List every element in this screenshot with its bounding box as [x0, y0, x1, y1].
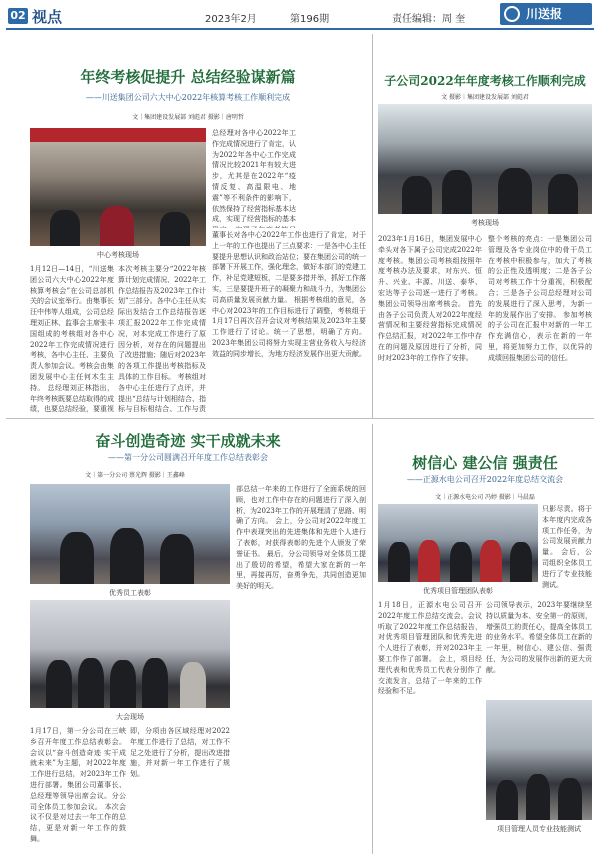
article1-title: 年终考核促提升 总结经验谋新篇: [80, 68, 296, 86]
article3-text-col2: 即，分项由各区域经理对2022年度工作进行了总结，对工作不足之处进行了分析，提出改进措施，并对新一年工作进行了规划。: [130, 727, 230, 779]
article2-text-col2: 整个考核的亮点：一是集团公司管理及各专业岗位中的骨干员工在考核中积极参与，加大了考核的公正性及透明度；二是各子公司对考核工作十分重视，积极配合；三是各子公司总经理对公司的发展进行了深入思考，为新一年的发展作出了安排。 参加考核的子公司在汇报中对新的一年工作充满信心，表示在新的一年里，将更加努力工作，以优异的成绩回报集团公司的信任。: [488, 235, 592, 362]
article4-photo1-caption: 优秀项目管理团队表彰: [423, 587, 493, 595]
article4-text-col1: 1月18日，正源水电公司召开2022年度工作总结交流会。会议听取了2022年度工作总结报告，对优秀项目管理团队和优秀先进个人进行了表彰，并对2023年主要工作作了部署。 会上，项目经理代表和优秀员工代表分别作了交流发言，总结了一年来的工作经验和不足。: [378, 601, 482, 696]
article2-title: 子公司2022年年度考核工作顺利完成: [384, 74, 586, 88]
article2-photo-caption: 考核现场: [471, 219, 499, 227]
article4-photo2-caption: 项目管理人员专业技能测试: [497, 825, 581, 833]
header-rule: [6, 28, 594, 30]
article3-photo1: [30, 484, 230, 584]
article3-title: 奋斗创造奇迹 实干成就未来: [95, 432, 281, 450]
article3-byline: 文｜第一分公司 蔡光辉 摄影｜王鑫峰: [85, 472, 185, 479]
article4-photo1: [378, 504, 538, 582]
article1-byline: 文｜集团建设发展部 刘彪君 摄影｜唐明哲: [132, 114, 244, 121]
article3-photo2-caption: 大会现场: [116, 713, 144, 721]
article3-photo2: [30, 600, 230, 708]
article4-title: 树信心 建公信 强责任: [412, 454, 558, 472]
logo-icon: [504, 6, 520, 22]
section-title: 视点: [32, 8, 63, 26]
section-divider: [6, 418, 594, 419]
article4-text-col2: 只影尽责。将于本年度内完成各项工作任务，为公司发展贡献力量。 会后，公司组织全体员工进行了专业技能测试。: [542, 505, 592, 589]
article3-photo1-caption: 优秀员工表彰: [109, 589, 151, 597]
newspaper-logo: 川送报: [500, 3, 592, 25]
page-number: 02: [8, 8, 28, 24]
column-divider: [372, 34, 373, 418]
article1-photo-caption: 中心考核现场: [97, 251, 139, 259]
article3-subtitle: ——第一分公司圆满召开年度工作总结表彰会: [108, 453, 268, 462]
article2-photo: [378, 104, 592, 214]
article1-text-col3: 总经理对各中心2022年工作完成情况进行了肯定，认为2022年各中心工作完成情况比较2021年有较大进步，尤其是在2022年“疫情反复、高温限电、地震”等不利条件的影响下，依然保持了经营指标基本达成，实现了经营指标的基本: [212, 129, 296, 224]
editor-credit: 责任编辑：周 奎: [392, 14, 466, 25]
article4-text-col3: 公司领导表示，2023年要继续坚持以质量为本、安全第一的原则，增强员工的责任心，提高全体员工的业务水平。希望全体员工在新的一年里，树信心、建公信、强责任，为公司的发展作出新的更大贡献。: [486, 601, 592, 674]
article1-text-col1: 1月12日—14日，“川送集团公司六大中心2022年度核算考核会”在公司总部机关的会议室举行。由集事长汪中伟等人组成，公司总经理刘正林、监事会主席张丰国组成的考核组对各中心2022年工作完成情况进行考核，各中心主任、主要负责人参加会议。考核会由集团发展中心主任何木生主持。 总经理刘正林指出，年终考核既要总结取得的成绩，也要总结经验，要重视: [30, 265, 114, 414]
issue-date: 2023年2月: [205, 14, 257, 25]
article4-photo2: [486, 700, 592, 820]
article4-subtitle: ——正源水电公司召开2022年度总结交流会: [406, 475, 564, 484]
article2-byline: 文 摄影｜集团建设发展部 刘彪君: [441, 94, 529, 101]
column-divider: [372, 424, 373, 854]
article1-photo: [30, 128, 206, 246]
article1-text-col2: 本次考核主要分“2022年核算计划完成情况、2022年工作总结报告及2023年工作计划”三部分。各中心主任从实际出发结合工作总结报告逐项汇报2022年工作完成情况，对本完成工作进行了原因分析，对存在的问题提出了改进措施；随后对2023年的各项工作提出考核指标及具体的工作目标。 考核组对各中心主任进行了点评，并提出“总结与计划相结合、指标与目标相结合、工作与责: [118, 265, 206, 414]
article3-text-col1: 1月17日，第一分公司在三峡乡召开年度工作总结表彰会。会议以“奋斗创造奇迹 实干成就未来”为主题，对2022年度工作进行总结，对2023年工作进行部署。集团公司董事长、总经理等领导出席会议。分公司全体员工参加会议。 本次会议不仅是对过去一年工作的总结，更是对新一年工作的鼓舞。: [30, 727, 126, 843]
article1-subtitle: ——川送集团公司六大中心2022年核算考核工作顺利完成: [85, 93, 291, 102]
issue-number: 第196期: [290, 14, 330, 25]
article1-text-col4: 董事长对各中心2022年工作也进行了肯定，对于上一年的工作也提出了三点要求：一是各中心主任要提升思想认识和政治站位；要在集团公司的统一部署下开展工作，强化理念，做好本部门的党建工作，补足党建短板，二是要多措并举，抓好工作落实，三是要提升班子的凝聚力和战斗力，为集团公司高质量发展贡献力量。 根据考核组的意见，各中心对2023年的工作目标进行了调整，考核组于1月17日再次召开会议对考核结果及2023年主要工作进行了讨论。统一了思想，明确了方向。2023年集团公司将努力实现主营业务收入与经济效益的同步增长，为地方经济发展作出更大贡献。: [212, 231, 366, 358]
article4-byline: 文｜正源水电公司 冯婷 摄影｜马晨磊: [435, 494, 535, 501]
article3-text-col3: 部总结一年来的工作进行了全面系统的回顾，也对工作中存在的问题进行了深入剖析，为2023年工作的开展理清了思路、明确了方向。 会上，分公司对2022年度工作中表现突出的先进集体和先进个人进行了表彰，对获得表彰的先进个人颁发了荣誉证书。 最后，分公司领导对全体员工提出了殷切的希望，希望大家在新的一年里，再接再厉，奋勇争先，共同创造更加美好的明天。: [236, 485, 366, 591]
article2-text-col1: 2023年1月16日，集团发展中心牵头对各下属子公司完成2022年度考核。集团公司考核组按照年度考核办法及要求，对东兴、恒升、兴业、丰源、川送、泰华、宏达等子公司逐一进行了考核。集团公司领导出席考核会。 首先由各子公司负责人对2022年度经营情况和主要经营指标完成情况作总结汇报，对2022年工作中存在的问题及原因进行了分析，同时对2023年的工作作了安排。: [378, 235, 482, 362]
